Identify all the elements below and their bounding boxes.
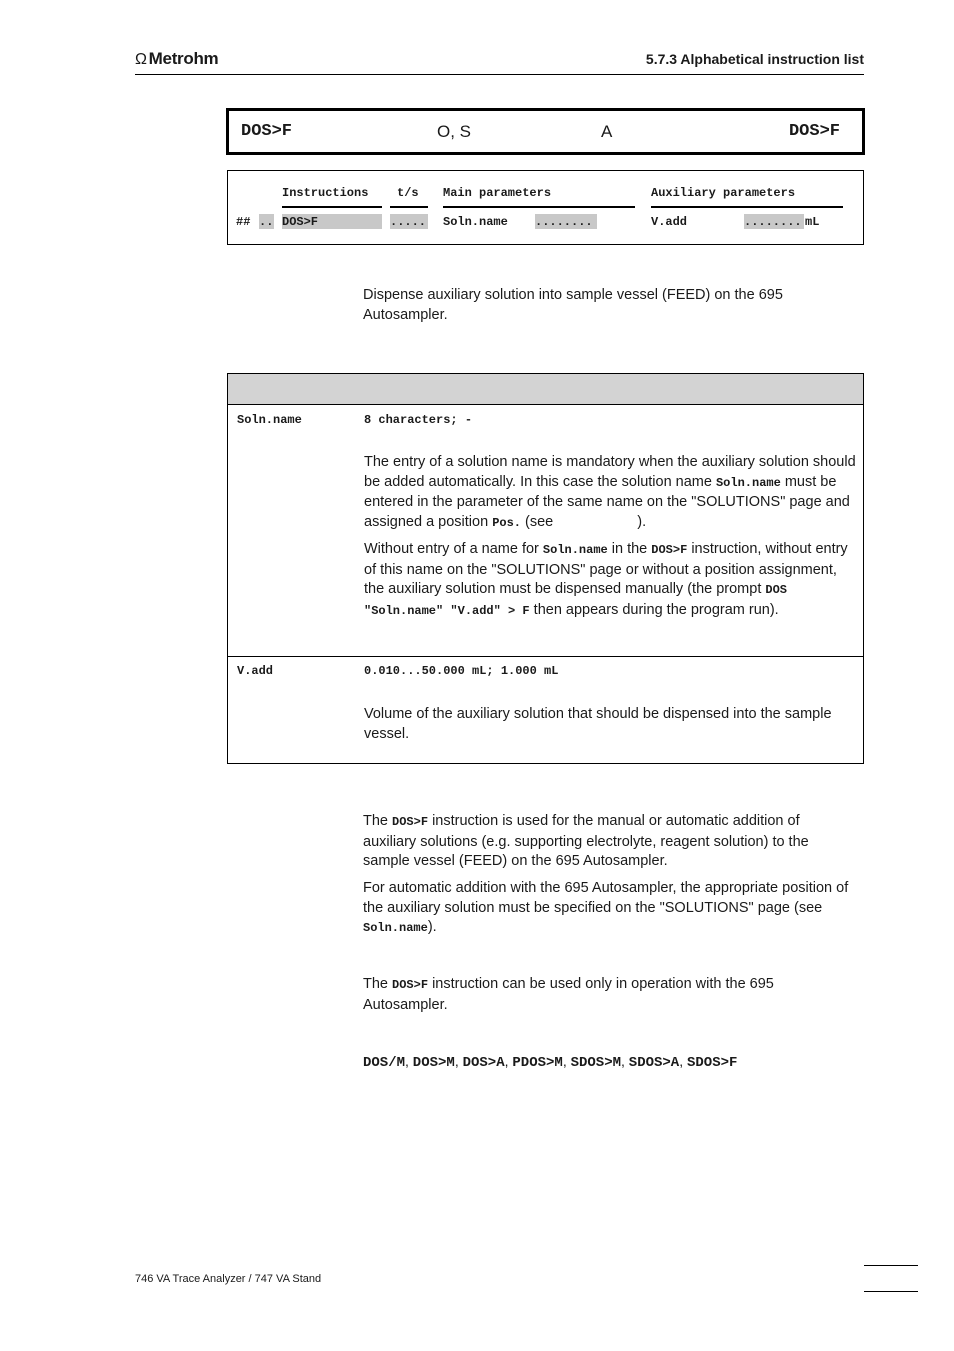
row-aux-name: V.add [651, 215, 688, 229]
row-dots: .. [259, 215, 274, 229]
param-soln-name: Soln.name [237, 413, 302, 427]
row-aux-unit: mL [805, 215, 820, 229]
note-paragraph-1: The DOS>F instruction is used for the manual or automatic addition of auxiliary solutions (e.g. supporting electrolyte, reagent solution) to the sample vessel (FEED) on the 695 Autosampler. [363, 813, 809, 869]
header-main-parameters: Main parameters [443, 186, 552, 200]
see-also-item: DOS>M [412, 1055, 455, 1071]
row-aux-value: ........ [744, 215, 802, 229]
note-paragraph-3: The DOS>F instruction can be used only in operation with the 695 Autosampler. [363, 976, 774, 1013]
title-type: A [601, 122, 613, 141]
code-dosf: DOS>F [651, 543, 688, 557]
logo-text: Metrohm [148, 49, 219, 68]
parameter-table-header [228, 374, 863, 405]
row-hash: ## [236, 215, 251, 229]
title-instruction-right: DOS>F [788, 122, 840, 141]
metrohm-omega-icon: Ω [135, 51, 147, 68]
underline-instructions [282, 206, 382, 208]
footer-rule-bottom [864, 1291, 918, 1292]
parameter-table [227, 373, 864, 764]
title-instruction-left: DOS>F [241, 122, 293, 141]
header-auxiliary-parameters: Auxiliary parameters [651, 186, 796, 200]
see-also-list: DOS/M, DOS>M, DOS>A, PDOS>M, SDOS>M, SDOS>A, SDOS>F [363, 1053, 738, 1071]
param-vadd-range: 0.010...50.000 mL; 1.000 mL [364, 664, 559, 678]
code-prompt: DOS "Soln.name" "V.add" > F [364, 583, 787, 618]
row-main-name: Soln.name [443, 215, 508, 229]
header-rule [135, 74, 864, 75]
row-instruction: DOS>F [282, 215, 319, 229]
instruction-description: Dispense auxiliary solution into sample vessel (FEED) on the 695 Autosampler. [363, 287, 783, 323]
syntax-box [227, 170, 864, 245]
underline-main [443, 206, 635, 208]
section-title: 5.7.3 Alphabetical instruction list [645, 51, 864, 67]
see-also-item: DOS>A [462, 1055, 505, 1071]
code-soln-name: Soln.name [542, 543, 608, 557]
metrohm-logo [135, 49, 218, 69]
see-also-item: SDOS>F [687, 1055, 738, 1071]
underline-aux [651, 206, 843, 208]
row-separator [228, 656, 863, 657]
param-soln-text-1: The entry of a solution name is mandatory when the auxiliary solution should be added automatically. In this case the solution name Soln.name must be entered in the parameter of the same name on the "SOLUTIONS" page and assigned a position Pos. (see ). [364, 454, 856, 530]
see-also-item: SDOS>M [570, 1055, 622, 1071]
instruction-title-box [226, 108, 865, 155]
code-soln-name: Soln.name [715, 475, 781, 490]
code-pos: Pos. [492, 515, 521, 530]
title-mode: O, S [437, 122, 472, 141]
header-ts: t/s [397, 186, 419, 200]
see-also-item: PDOS>M [512, 1055, 563, 1071]
row-ts: ..... [390, 215, 427, 229]
param-soln-text-2: Without entry of a name for Soln.name in the DOS>F instruction, without entry of this name on the "SOLUTIONS" page or without a position assignment, the auxiliary solution must be dispensed manually (the prompt DOS "Soln.name" "V.add" > F then appears during the program run). [364, 541, 848, 618]
code-dosf: DOS>F [392, 815, 429, 829]
row-main-value: ........ [535, 215, 593, 229]
underline-ts [390, 206, 428, 208]
param-vadd-name: V.add [237, 664, 274, 678]
see-also-item: SDOS>A [628, 1055, 680, 1071]
see-also-item: DOS/M [363, 1055, 406, 1071]
code-dosf: DOS>F [392, 978, 429, 992]
header-instructions: Instructions [282, 186, 369, 200]
param-vadd-text: Volume of the auxiliary solution that should be dispensed into the sample vessel. [364, 706, 832, 742]
footer-text: 746 VA Trace Analyzer / 747 VA Stand [135, 1273, 322, 1285]
param-soln-range: 8 characters; - [364, 413, 473, 427]
note-paragraph-2: For automatic addition with the 695 Autosampler, the appropriate position of the auxiliary solution must be specified on the "SOLUTIONS" page (see Soln.name). [363, 880, 849, 935]
footer-rule-top [864, 1265, 918, 1266]
code-soln-name: Soln.name [363, 921, 428, 935]
